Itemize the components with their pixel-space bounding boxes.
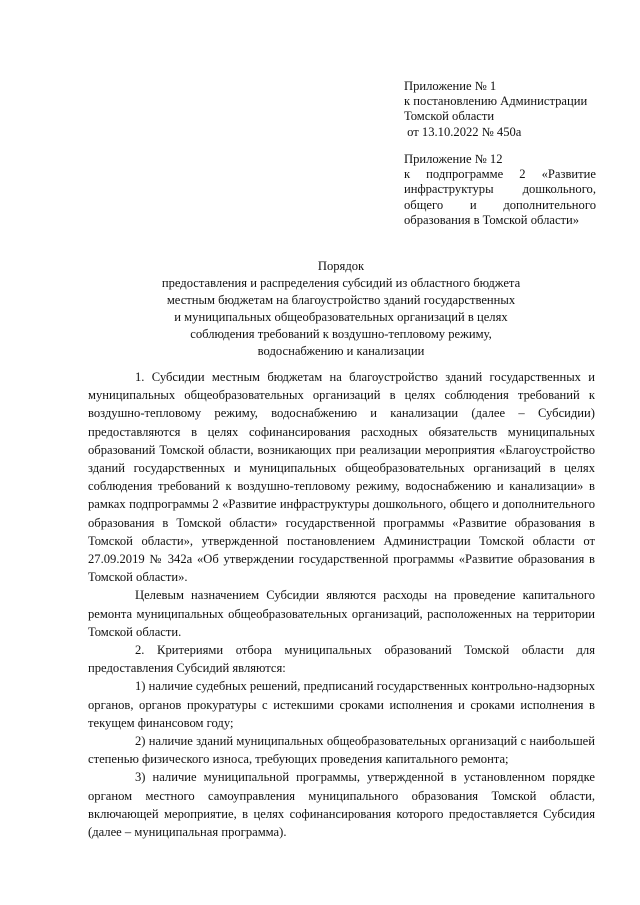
document-title <box>86 258 596 360</box>
title-line-3: местным бюджетам на благоустройство зданий государственных <box>166 293 516 307</box>
appendix-12-header <box>404 152 596 228</box>
appendix-1-header <box>404 79 596 140</box>
title-line-2: предоставления и распределения субсидий из областного бюджета <box>161 276 521 290</box>
appendix-12-reference: к подпрограмме 2 «Развитие инфраструктуры дошкольного, общего и дополнительного образования в Томской области» <box>404 167 596 227</box>
title-line-1: Порядок <box>317 259 365 273</box>
paragraph-1-subsidies: 1. Субсидии местным бюджетам на благоустройство зданий государственных и муниципальных общеобразовательных организаций в целях соблюдения требований к воздушно-тепловому режиму, водоснабжению и канализации (далее – Субсидии) предоставляются в целях софинансирования расходных обязательств муниципальных образований Томской области, возникающих при реализации мероприятия «Благоустройство зданий государственных и муниципальных общеобразовательных организаций в целях соблюдения требований к воздушно-тепловому режиму, водоснабжению и канализации» в рамках подпрограммы 2 «Развитие инфраструктуры дошкольного, общего и дополнительного образования в Томской области» государственной программы «Развитие образования в Томской области», утвержденной постановлением Администрации Томской области от 27.09.2019 № 342а «Об утверждении государственной программы «Развитие образования в Томской области». <box>88 370 595 585</box>
appendix-12-number: Приложение № 12 <box>404 152 503 166</box>
title-line-6: водоснабжению и канализации <box>257 344 425 358</box>
appendix-1-date: от 13.10.2022 № 450а <box>404 124 522 139</box>
appendix-1-region: Томской области <box>404 109 495 124</box>
title-line-4: и муниципальных общеобразовательных организаций в целях <box>174 310 508 324</box>
paragraph-purpose: Целевым назначением Субсидии являются расходы на проведение капитального ремонта муниципальных общеобразовательных организаций, расположенных на территории Томской области. <box>88 588 595 639</box>
criterion-2: 2) наличие зданий муниципальных общеобразовательных организаций с наибольшей степенью физического износа, требующих проведения капитального ремонта; <box>88 734 595 767</box>
document-body <box>88 368 595 841</box>
paragraph-2-criteria: 2. Критериями отбора муниципальных образований Томской области для предоставления Субсидий являются: <box>88 643 595 676</box>
appendix-1-reference: к постановлению Администрации <box>404 94 588 109</box>
appendix-1-number: Приложение № 1 <box>404 79 497 93</box>
criterion-3: 3) наличие муниципальной программы, утвержденной в установленном порядке органом местного самоуправления муниципального образования Томской области, включающей мероприятие, в целях софинансирования которого предоставляется Субсидия (далее – муниципальная программа). <box>88 770 595 840</box>
criterion-1: 1) наличие судебных решений, предписаний государственных контрольно-надзорных органов, органов прокуратуры с истекшими сроками исполнения и сроками исполнения в текущем финансовом году; <box>88 679 595 730</box>
title-line-5: соблюдения требований к воздушно-тепловому режиму, <box>190 327 492 341</box>
